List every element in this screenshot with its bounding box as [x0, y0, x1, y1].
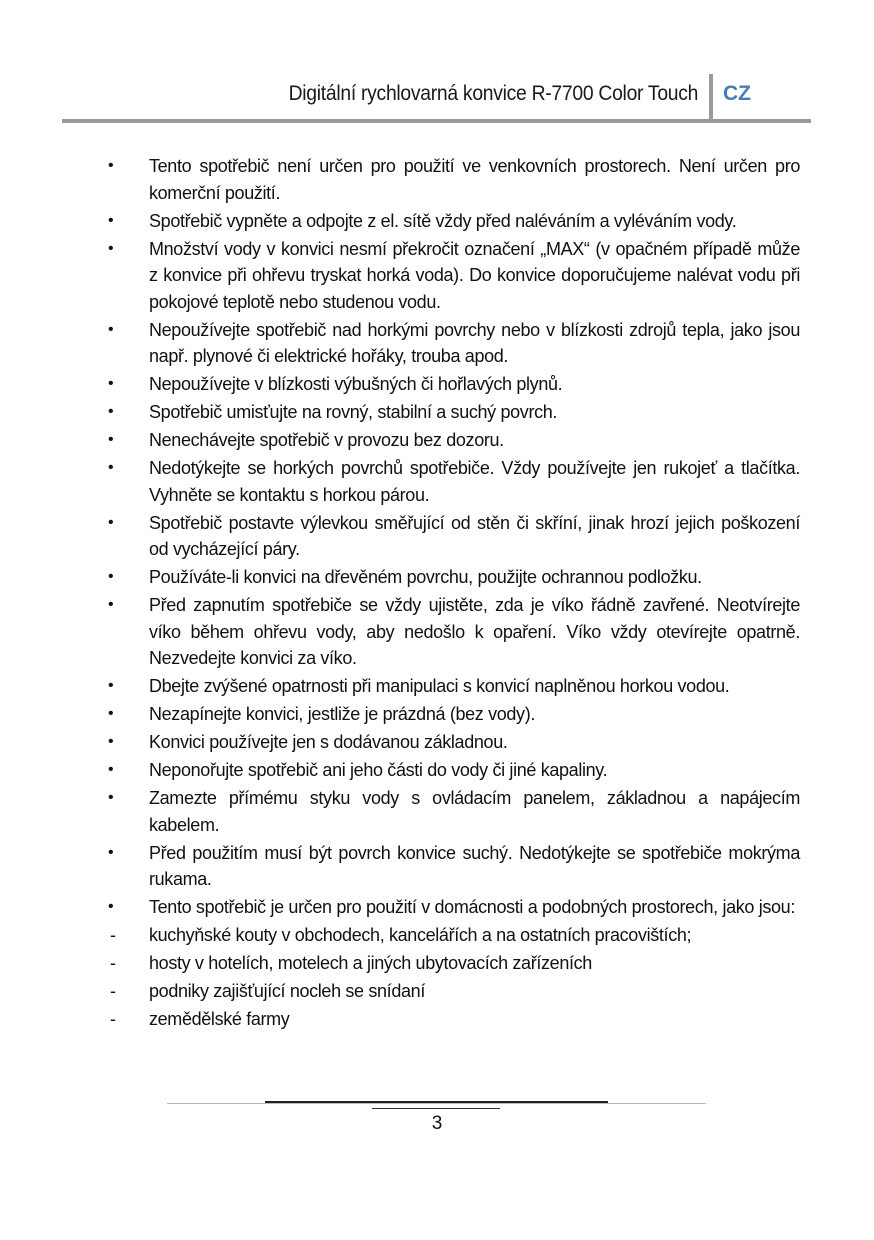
header-rule [62, 119, 811, 123]
bullet-marker: • [108, 789, 114, 806]
sub-list-item-text: hosty v hotelích, motelech a jiných ubytovacích zařízeních [149, 953, 592, 973]
bullet-marker: • [108, 677, 114, 694]
list-item [108, 701, 800, 728]
bullet-marker: • [108, 211, 114, 229]
bullet-marker: • [108, 733, 114, 750]
sub-list-item [108, 1006, 800, 1033]
bullet-marker: • [108, 431, 114, 448]
list-item [108, 757, 800, 784]
language-code: CZ [723, 82, 751, 105]
sub-list-item [108, 978, 800, 1005]
bullet-marker: • [108, 705, 114, 722]
bullet-marker: • [108, 375, 114, 392]
footer-rule-light [167, 1103, 706, 1104]
page-header [0, 74, 874, 122]
list-item [108, 592, 800, 672]
list-item-text: Množství vody v konvici nesmí překročit označení „MAX“ (v opačném případě může z konvice při ohřevu tryskat horká voda). Do konvice doporučujeme nalévat vodu při pokojové teplotě nebo studenou vodu. [149, 238, 800, 312]
bullet-marker: • [108, 596, 114, 613]
list-item [108, 236, 800, 316]
list-item-text: Před použitím musí být povrch konvice suchý. Nedotýkejte se spotřebiče mokrýma rukama. [149, 842, 800, 889]
list-item-text: Nepoužívejte v blízkosti výbušných či hořlavých plynů. [149, 374, 563, 394]
list-item-text: Tento spotřebič je určen pro použití v domácnosti a podobných prostorech, jako jsou: [149, 897, 795, 917]
list-item-text: Nenechávejte spotřebič v provozu bez dozoru. [149, 430, 504, 450]
list-item [108, 317, 800, 370]
list-item-text: Nepoužívejte spotřebič nad horkými povrchy nebo v blízkosti zdrojů tepla, jako jsou např. plynové či elektrické hořáky, trouba apod. [149, 319, 800, 366]
list-item-text: Nezapínejte konvici, jestliže je prázdná (bez vody). [149, 704, 536, 724]
bullet-marker: • [108, 320, 114, 338]
sub-list-item [108, 922, 800, 949]
list-item-text: Před zapnutím spotřebiče se vždy ujistěte, zda je víko řádně zavřené. Neotvírejte víko během ohřevu vody, aby nedošlo k opaření. Víko vždy otevírejte opatrně. Nezvedejte konvici za víko. [149, 595, 800, 668]
sub-list-item [108, 950, 800, 977]
list-item [108, 785, 800, 838]
bullet-marker: • [108, 513, 114, 531]
list-item-text: Neponořujte spotřebič ani jeho části do vody či jiné kapaliny. [149, 760, 608, 780]
list-item [108, 371, 800, 398]
list-item-text: Spotřebič umisťujte na rovný, stabilní a suchý povrch. [149, 402, 558, 422]
dash-marker: - [110, 1009, 116, 1029]
list-item-text: Nedotýkejte se horkých povrchů spotřebiče. Vždy používejte jen rukojeť a tlačítka. Vyhněte se kontaktu s horkou párou. [149, 458, 800, 505]
list-item [108, 399, 800, 426]
bullet-marker: • [108, 568, 114, 585]
list-item [108, 673, 800, 700]
list-item [108, 208, 800, 235]
bullet-marker: • [108, 157, 114, 174]
list-item [108, 153, 800, 206]
sub-list-item-text: zemědělské farmy [149, 1009, 290, 1029]
list-item [108, 564, 800, 591]
dash-marker: - [110, 981, 116, 1001]
list-item-text: Spotřebič postavte výlevkou směřující od stěn či skříní, jinak hrozí jejich poškození od vycházející páry. [149, 512, 800, 559]
dash-marker: - [110, 953, 116, 973]
footer-rule-dark [265, 1101, 608, 1103]
list-item [108, 840, 800, 893]
list-item-text: Dbejte zvýšené opatrnosti při manipulaci s konvicí naplněnou horkou vodou. [149, 676, 730, 696]
bullet-marker: • [108, 459, 114, 476]
list-item-text: Používáte-li konvici na dřevěném povrchu, použijte ochrannou podložku. [149, 567, 702, 587]
page-number: 3 [431, 1113, 443, 1134]
list-item-text: Spotřebič vypněte a odpojte z el. sítě vždy před naléváním a vyléváním vody. [149, 210, 737, 231]
footer-rule-short [372, 1108, 500, 1109]
bullet-marker: • [108, 239, 114, 257]
bullet-marker: • [108, 761, 114, 778]
list-item-text: Tento spotřebič není určen pro použití ve venkovních prostorech. Není určen pro komerční použití. [149, 156, 800, 203]
list-item [108, 729, 800, 756]
header-divider [709, 74, 713, 120]
bullet-marker: • [108, 843, 114, 861]
list-item-text: Konvici používejte jen s dodávanou základnou. [149, 732, 508, 752]
sub-list-item-text: podniky zajišťující nocleh se snídaní [149, 981, 425, 1001]
safety-instructions-list [108, 153, 800, 1034]
list-item [108, 427, 800, 454]
list-item [108, 510, 800, 563]
header-title: Digitální rychlovarná konvice R-7700 Color Touch [288, 82, 698, 105]
list-item [108, 894, 800, 921]
sub-list-item-text: kuchyňské kouty v obchodech, kancelářích a na ostatních pracovištích; [149, 925, 692, 945]
dash-marker: - [110, 925, 116, 945]
list-item [108, 455, 800, 508]
list-item-text: Zamezte přímému styku vody s ovládacím panelem, základnou a napájecím kabelem. [149, 788, 800, 835]
bullet-marker: • [108, 898, 114, 915]
bullet-marker: • [108, 403, 114, 420]
